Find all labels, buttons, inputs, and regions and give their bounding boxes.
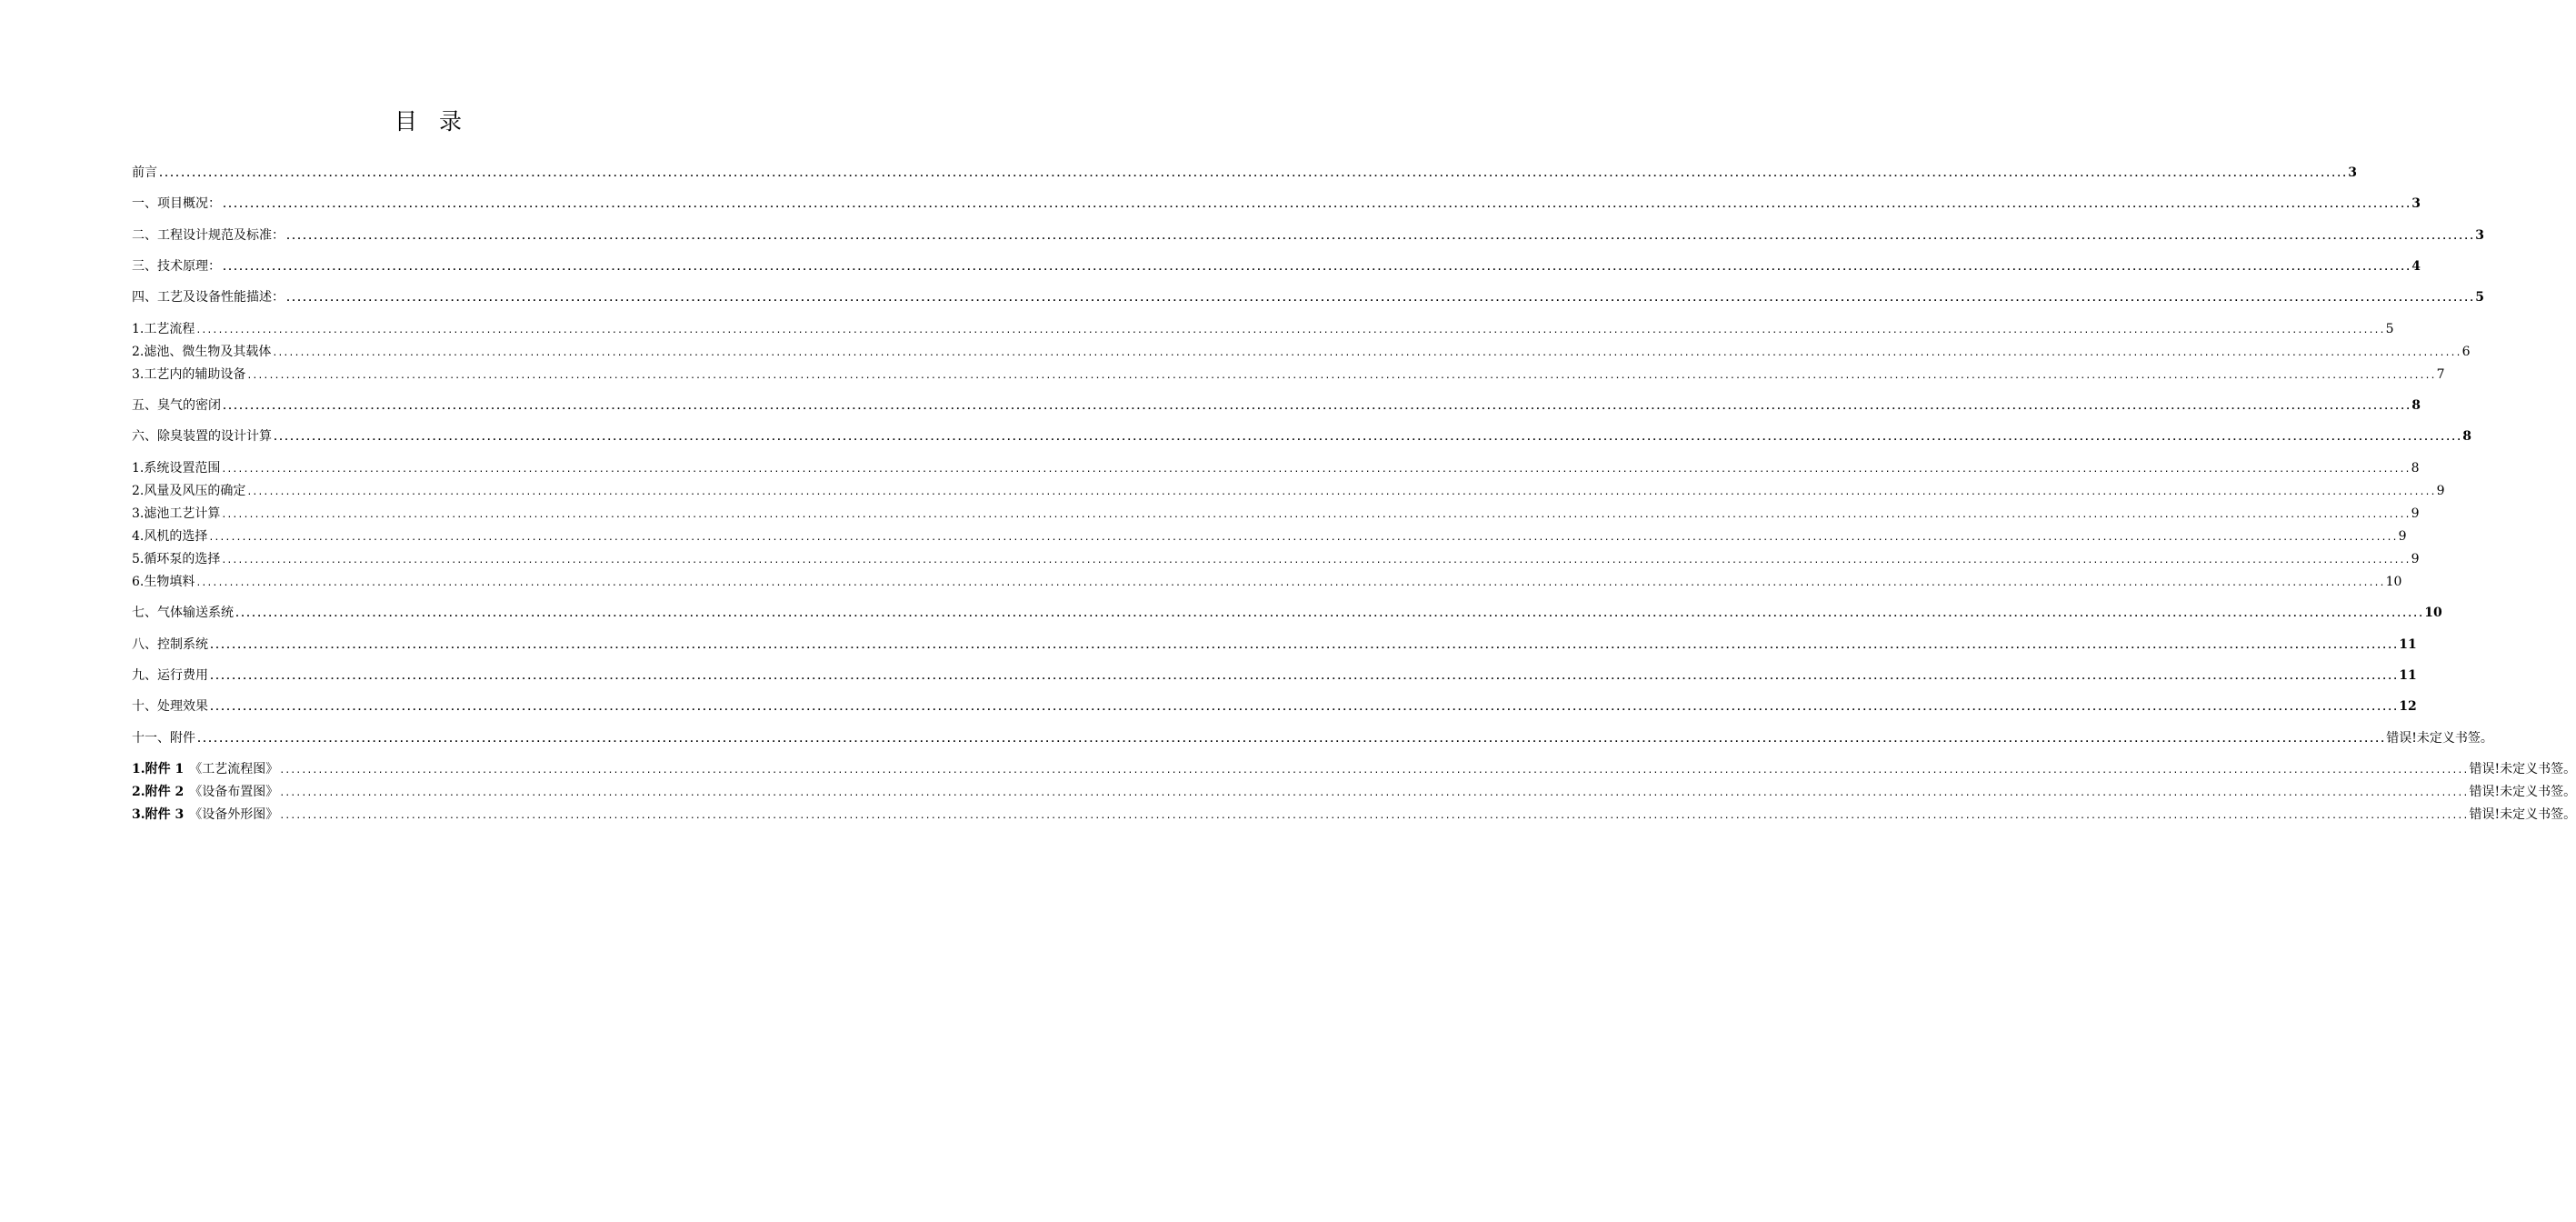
toc-entry-page: 3 bbox=[2348, 165, 2357, 180]
toc-entry-number: 六、 bbox=[132, 429, 157, 444]
toc-entry-page: 11 bbox=[2399, 668, 2417, 683]
toc-entry[interactable] bbox=[132, 193, 2421, 213]
toc-entry-page: 6 bbox=[2461, 345, 2471, 359]
toc-entry-number: 1. bbox=[132, 762, 145, 776]
toc-entry-label: 风量及风压的确定 bbox=[144, 484, 246, 498]
toc-entry[interactable] bbox=[132, 480, 2445, 500]
toc-entry-label: 除臭装置的设计计算 bbox=[157, 429, 272, 444]
toc-entry-number: 3. bbox=[132, 367, 145, 382]
toc-entry-label: 运行费用 bbox=[157, 668, 208, 683]
toc-entry-leader: ................................................................................................................................................................................................................................................................................................................................................................................................................ bbox=[279, 811, 2469, 821]
toc-entry[interactable] bbox=[132, 665, 2417, 685]
toc-entry-label: 工艺流程 bbox=[144, 322, 195, 336]
toc-entry[interactable] bbox=[132, 634, 2417, 654]
page-title: 目 录 bbox=[394, 108, 469, 135]
toc-entry-leader: ................................................................................................................................................................................................................................................................................................................................................................................................................ bbox=[285, 294, 2475, 304]
toc-entry-page: 12 bbox=[2399, 699, 2417, 714]
toc-entry-label-prefix: 附件 2 bbox=[145, 785, 185, 799]
toc-entry-page: 8 bbox=[2462, 429, 2471, 444]
toc-entry-page: 11 bbox=[2399, 637, 2417, 652]
toc-entry-label: 项目概况： bbox=[157, 196, 221, 211]
toc-entry-label-prefix: 附件 3 bbox=[145, 807, 185, 822]
toc-entry-leader: ................................................................................................................................................................................................................................................................................................................................................................................................................ bbox=[195, 578, 2385, 588]
toc-entry-number: 4. bbox=[132, 529, 145, 544]
toc-entry-page: 5 bbox=[2385, 322, 2394, 336]
toc-entry-page: 9 bbox=[2411, 506, 2420, 521]
toc-entry-label-text: 《设备外形图》 bbox=[189, 807, 279, 822]
toc-entry[interactable] bbox=[132, 255, 2421, 275]
toc-entry-number: 八、 bbox=[132, 637, 157, 652]
toc-entry-leader: ................................................................................................................................................................................................................................................................................................................................................................................................................ bbox=[235, 609, 2424, 619]
toc-entry-label: 系统设置范围 bbox=[144, 461, 221, 476]
toc-entry-label: 气体输送系统 bbox=[157, 606, 234, 620]
toc-entry[interactable] bbox=[132, 526, 2407, 546]
toc-entry-page: 5 bbox=[2475, 290, 2484, 305]
toc-entry-label: 技术原理： bbox=[157, 259, 221, 274]
toc-entry-label: 附件 bbox=[170, 731, 195, 746]
toc-entry[interactable] bbox=[132, 781, 2576, 801]
toc-entry-leader: ................................................................................................................................................................................................................................................................................................................................................................................................................ bbox=[209, 641, 2399, 651]
toc-entry-number: 一、 bbox=[132, 196, 157, 211]
toc-entry-page: 3 bbox=[2475, 228, 2484, 243]
toc-entry-label: 生物填料 bbox=[144, 575, 195, 589]
toc-entry-label-prefix: 附件 1 bbox=[145, 762, 185, 776]
toc-entry-page: 错误!未定义书签。 bbox=[2469, 762, 2576, 776]
toc-entry-label-text: 《设备布置图》 bbox=[189, 785, 279, 799]
toc-entry-leader: ................................................................................................................................................................................................................................................................................................................................................................................................................ bbox=[221, 556, 2411, 566]
toc-entry-page: 错误!未定义书签。 bbox=[2469, 807, 2576, 822]
toc-entry-label: 风机的选择 bbox=[144, 529, 208, 544]
toc-entry-page: 8 bbox=[2411, 461, 2420, 476]
toc-entry-label bbox=[145, 760, 279, 778]
toc-entry[interactable] bbox=[132, 341, 2471, 361]
toc-entry-leader: ................................................................................................................................................................................................................................................................................................................................................................................................................ bbox=[279, 788, 2469, 798]
toc-entry[interactable] bbox=[132, 457, 2420, 477]
toc-entry-leader: ................................................................................................................................................................................................................................................................................................................................................................................................................ bbox=[272, 348, 2461, 358]
toc-entry-label: 工程设计规范及标准： bbox=[157, 228, 285, 243]
toc-entry-label: 控制系统 bbox=[157, 637, 208, 652]
toc-entry-page: 8 bbox=[2411, 398, 2421, 413]
toc-entry-page: 9 bbox=[2398, 529, 2407, 544]
toc-entry-number: 十一、 bbox=[132, 731, 170, 746]
toc-entry-label: 滤池、微生物及其载体 bbox=[144, 345, 272, 359]
toc-entry-label: 前言 bbox=[132, 165, 157, 180]
toc-entry-number: 3. bbox=[132, 506, 145, 521]
toc-entry-leader: ................................................................................................................................................................................................................................................................................................................................................................................................................ bbox=[209, 672, 2399, 682]
toc-entry-number: 二、 bbox=[132, 228, 157, 243]
toc-entry[interactable] bbox=[132, 602, 2442, 622]
toc-entry-number: 6. bbox=[132, 575, 145, 589]
toc-entry-number: 三、 bbox=[132, 259, 157, 274]
toc-entry-number: 5. bbox=[132, 552, 145, 566]
toc-entry[interactable] bbox=[132, 503, 2420, 523]
toc-entry-label bbox=[145, 783, 279, 801]
toc-entry-page: 9 bbox=[2411, 552, 2420, 566]
toc-entry-leader: ................................................................................................................................................................................................................................................................................................................................................................................................................ bbox=[246, 371, 2436, 381]
toc-entry-leader: ................................................................................................................................................................................................................................................................................................................................................................................................................ bbox=[208, 533, 2398, 543]
toc-entry-leader: ................................................................................................................................................................................................................................................................................................................................................................................................................ bbox=[273, 433, 2462, 443]
toc-entry-leader: ................................................................................................................................................................................................................................................................................................................................................................................................................ bbox=[222, 263, 2411, 273]
toc-entry-leader: ................................................................................................................................................................................................................................................................................................................................................................................................................ bbox=[222, 402, 2411, 412]
toc-entry-label: 处理效果 bbox=[157, 699, 208, 714]
toc-entry-number: 七、 bbox=[132, 606, 157, 620]
toc-entry-page: 7 bbox=[2436, 367, 2445, 382]
toc-entry-number: 十、 bbox=[132, 699, 157, 714]
toc-entry-number: 四、 bbox=[132, 290, 157, 305]
toc-entry-leader: ................................................................................................................................................................................................................................................................................................................................................................................................................ bbox=[195, 326, 2385, 336]
toc-entry-page: 错误!未定义书签。 bbox=[2386, 731, 2493, 746]
toc-entry-leader: ................................................................................................................................................................................................................................................................................................................................................................................................................ bbox=[279, 766, 2469, 776]
toc-entry-number: 3. bbox=[132, 807, 145, 822]
toc-entry-number: 2. bbox=[132, 785, 145, 799]
toc-entry-number: 五、 bbox=[132, 398, 157, 413]
toc-entry-label: 滤池工艺计算 bbox=[144, 506, 221, 521]
toc-entry[interactable] bbox=[132, 162, 2357, 182]
toc-entry-label: 臭气的密闭 bbox=[157, 398, 221, 413]
toc-entry-number: 2. bbox=[132, 484, 145, 498]
toc-entry-label-text: 《工艺流程图》 bbox=[189, 762, 279, 776]
toc-entry-number: 九、 bbox=[132, 668, 157, 683]
toc-entry-number: 2. bbox=[132, 345, 145, 359]
toc-entry-label: 循环泵的选择 bbox=[144, 552, 221, 566]
toc-entry-page: 3 bbox=[2411, 196, 2421, 211]
toc-entry-page: 错误!未定义书签。 bbox=[2469, 785, 2576, 799]
toc-entry-leader: ................................................................................................................................................................................................................................................................................................................................................................................................................ bbox=[221, 510, 2411, 520]
toc-entry[interactable] bbox=[132, 426, 2471, 446]
toc-entry[interactable] bbox=[132, 395, 2421, 415]
toc-entry[interactable] bbox=[132, 727, 2493, 747]
toc-entry[interactable] bbox=[132, 286, 2484, 306]
toc-entry-number: 1. bbox=[132, 322, 145, 336]
toc-entry-leader: ................................................................................................................................................................................................................................................................................................................................................................................................................ bbox=[246, 487, 2436, 497]
toc-entry-label: 工艺及设备性能描述： bbox=[157, 290, 285, 305]
toc-entry-page: 9 bbox=[2436, 484, 2445, 498]
toc-entry-label bbox=[145, 806, 279, 824]
toc-entry-page: 10 bbox=[2385, 575, 2402, 589]
toc-entry-label: 工艺内的辅助设备 bbox=[144, 367, 246, 382]
toc-entry-leader: ................................................................................................................................................................................................................................................................................................................................................................................................................ bbox=[285, 232, 2475, 242]
toc-entry-leader: ................................................................................................................................................................................................................................................................................................................................................................................................................ bbox=[158, 169, 2348, 179]
toc-entry[interactable] bbox=[132, 364, 2445, 384]
toc-entry-leader: ................................................................................................................................................................................................................................................................................................................................................................................................................ bbox=[209, 703, 2399, 713]
toc-entry-number: 1. bbox=[132, 461, 145, 476]
toc-entry[interactable] bbox=[132, 571, 2402, 591]
toc-entry[interactable] bbox=[132, 318, 2394, 338]
toc-entry-leader: ................................................................................................................................................................................................................................................................................................................................................................................................................ bbox=[222, 200, 2411, 210]
toc-entry[interactable] bbox=[132, 696, 2417, 716]
toc-entry[interactable] bbox=[132, 758, 2576, 778]
toc-entry-page: 10 bbox=[2424, 606, 2442, 620]
toc-entry[interactable] bbox=[132, 804, 2576, 824]
toc-entry-leader: ................................................................................................................................................................................................................................................................................................................................................................................................................ bbox=[221, 465, 2411, 475]
toc-entry-leader: ................................................................................................................................................................................................................................................................................................................................................................................................................ bbox=[196, 735, 2386, 745]
toc-entry[interactable] bbox=[132, 225, 2484, 245]
toc-entry-page: 4 bbox=[2411, 259, 2421, 274]
toc-entry[interactable] bbox=[132, 548, 2420, 568]
